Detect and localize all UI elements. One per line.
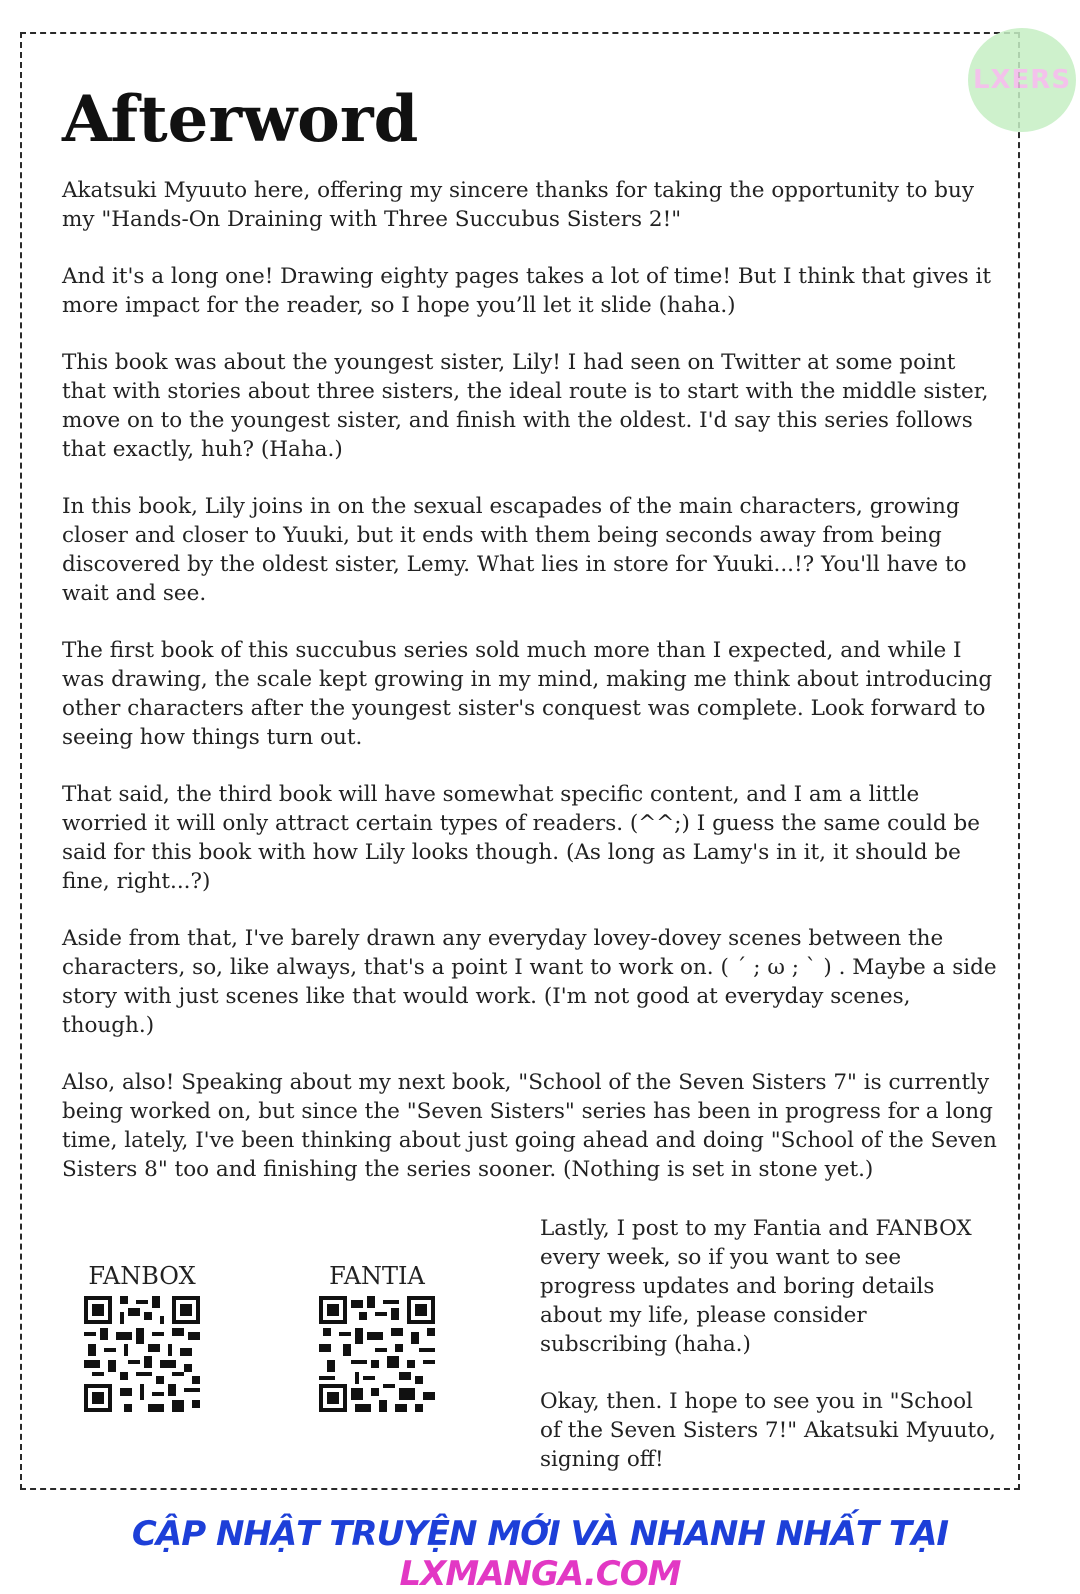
fanbox-qr-code[interactable]: [84, 1296, 200, 1412]
fanbox-qr-label: FANBOX: [88, 1262, 196, 1290]
fantia-qr-block: [297, 1262, 457, 1416]
paragraph-2: And it's a long one! Drawing eighty pages takes a lot of time! But I think that gives it more impact for the reader, so I hope you’ll let it slide (haha.): [62, 264, 992, 318]
page-title: Afterword: [62, 82, 419, 157]
closing-paragraph-1: Lastly, I post to my Fantia and FANBOX every week, so if you want to see progress updates and boring details about my life, please consider subscribing (haha.): [540, 1216, 972, 1357]
fantia-qr-code[interactable]: [319, 1296, 435, 1412]
closing-notes: [540, 1214, 1000, 1502]
site-banner-url[interactable]: LXMANGA.COM: [399, 1554, 681, 1594]
paragraph-7: Aside from that, I've barely drawn any everyday lovey-dovey scenes between the characters, so, like always, that's a point I want to work on. ( ´ ; ω ; ` ) . Maybe a side story with just scenes like that would work. (I'm not good at everyday scenes, though.): [62, 926, 997, 1038]
paragraph-3: This book was about the youngest sister, Lily! I had seen on Twitter at some point that with stories about three sisters, the ideal route is to start with the middle sister, move on to the youngest sister, and finish with the oldest. I'd say this series follows that exactly, huh? (Haha.): [62, 350, 989, 462]
paragraph-5: The first book of this succubus series sold much more than I expected, and while I was drawing, the scale kept growing in my mind, making me think about introducing other characters after the youngest sister's conquest was complete. Look forward to seeing how things turn out.: [62, 638, 993, 750]
paragraph-8: Also, also! Speaking about my next book, "School of the Seven Sisters 7" is currently being worked on, but since the "Seven Sisters" series has been in progress for a long time, lately, I've been thinking about just going ahead and doing "School of the Seven Sisters 8" too and finishing the series sooner. (Nothing is set in stone yet.): [62, 1070, 997, 1182]
watermark-logo-text: LXERS: [972, 65, 1072, 95]
paragraph-1: Akatsuki Myuuto here, offering my sincere thanks for taking the opportunity to buy my "Hands-On Draining with Three Succubus Sisters 2!": [62, 178, 975, 232]
paragraph-6: That said, the third book will have somewhat specific content, and I am a little worried it will only attract certain types of readers. (^^;) I guess the same could be said for this book with how Lily looks though. (As long as Lamy's in it, it should be fine, right...?): [62, 782, 980, 894]
site-banner-text: CẬP NHẬT TRUYỆN MỚI VÀ NHANH NHẤT TẠI: [131, 1514, 949, 1554]
site-banner[interactable]: [0, 1514, 1080, 1594]
watermark-logo: [968, 28, 1076, 132]
closing-paragraph-2: Okay, then. I hope to see you in "School of the Seven Sisters 7!" Akatsuki Myuuto, signing off!: [540, 1389, 996, 1472]
fantia-qr-label: FANTIA: [329, 1262, 425, 1290]
afterword-body: [62, 176, 997, 1212]
paragraph-4: In this book, Lily joins in on the sexual escapades of the main characters, growing closer and closer to Yuuki, but it ends with them being seconds away from being discovered by the oldest sister, Lemy. What lies in store for Yuuki...!? You'll have to wait and see.: [62, 494, 967, 606]
fanbox-qr-block: [62, 1262, 222, 1416]
